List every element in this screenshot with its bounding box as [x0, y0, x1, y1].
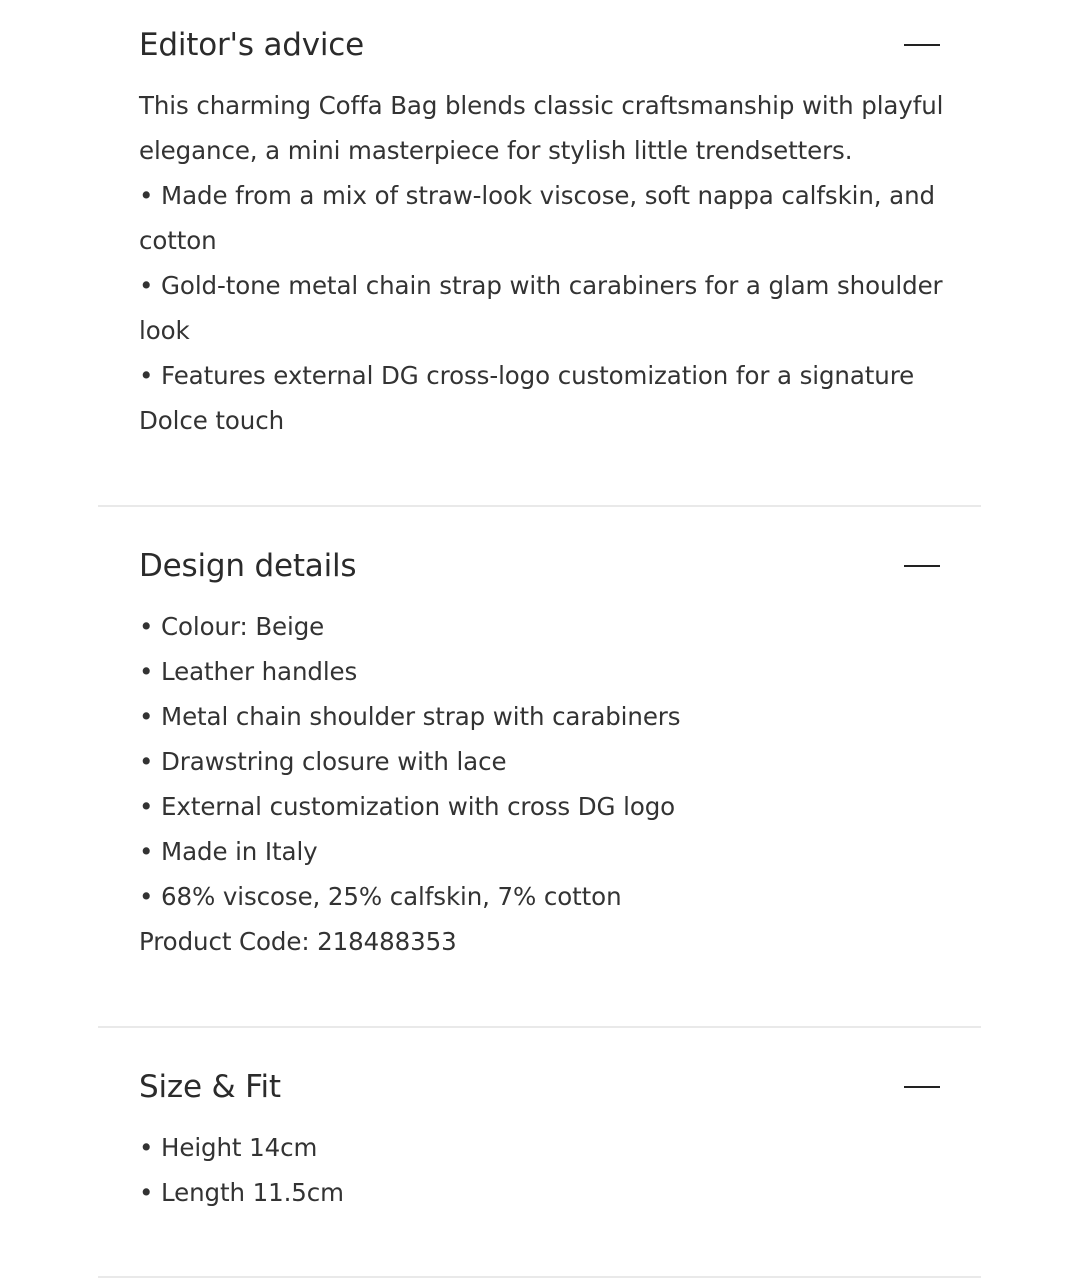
bullet-item: • Features external DG cross-logo customization for a signature Dolce touch [139, 361, 915, 435]
bullet-item: • Made from a mix of straw-look viscose, soft nappa calfskin, and cotton [139, 181, 935, 255]
divider [98, 1026, 981, 1028]
section-title: Size & Fit [139, 1069, 281, 1105]
minus-icon[interactable] [904, 43, 940, 47]
section-body [139, 83, 949, 443]
section-body [139, 604, 949, 964]
bullet-item: • Gold-tone metal chain strap with carabiners for a glam shoulder look [139, 271, 943, 345]
divider [98, 1276, 981, 1278]
section-title: Design details [139, 548, 357, 584]
minus-icon[interactable] [904, 564, 940, 568]
accordion-size-fit [98, 1067, 981, 1227]
section-body [139, 1125, 949, 1215]
minus-icon[interactable] [904, 1085, 940, 1089]
bullet-item: • Metal chain shoulder strap with carabiners [139, 702, 681, 731]
bullet-item: • Length 11.5cm [139, 1178, 344, 1207]
bullet-item: • Colour: Beige [139, 612, 325, 641]
paragraph: This charming Coffa Bag blends classic craftsmanship with playful elegance, a mini masterpiece for stylish little trendsetters. [139, 91, 944, 165]
accordion-header-editors-advice[interactable] [98, 25, 981, 85]
bullet-item: • Leather handles [139, 657, 358, 686]
bullet-item: • Made in Italy [139, 837, 318, 866]
accordion-design-details [98, 546, 981, 966]
section-title: Editor's advice [139, 27, 365, 63]
accordion-header-size-fit[interactable] [98, 1067, 981, 1127]
bullet-item: • Drawstring closure with lace [139, 747, 507, 776]
accordion-editors-advice [98, 25, 981, 445]
product-code: Product Code: 218488353 [139, 927, 457, 956]
accordion-header-design-details[interactable] [98, 546, 981, 606]
bullet-item: • Height 14cm [139, 1133, 318, 1162]
divider [98, 505, 981, 507]
bullet-item: • 68% viscose, 25% calfskin, 7% cotton [139, 882, 622, 911]
bullet-item: • External customization with cross DG logo [139, 792, 676, 821]
